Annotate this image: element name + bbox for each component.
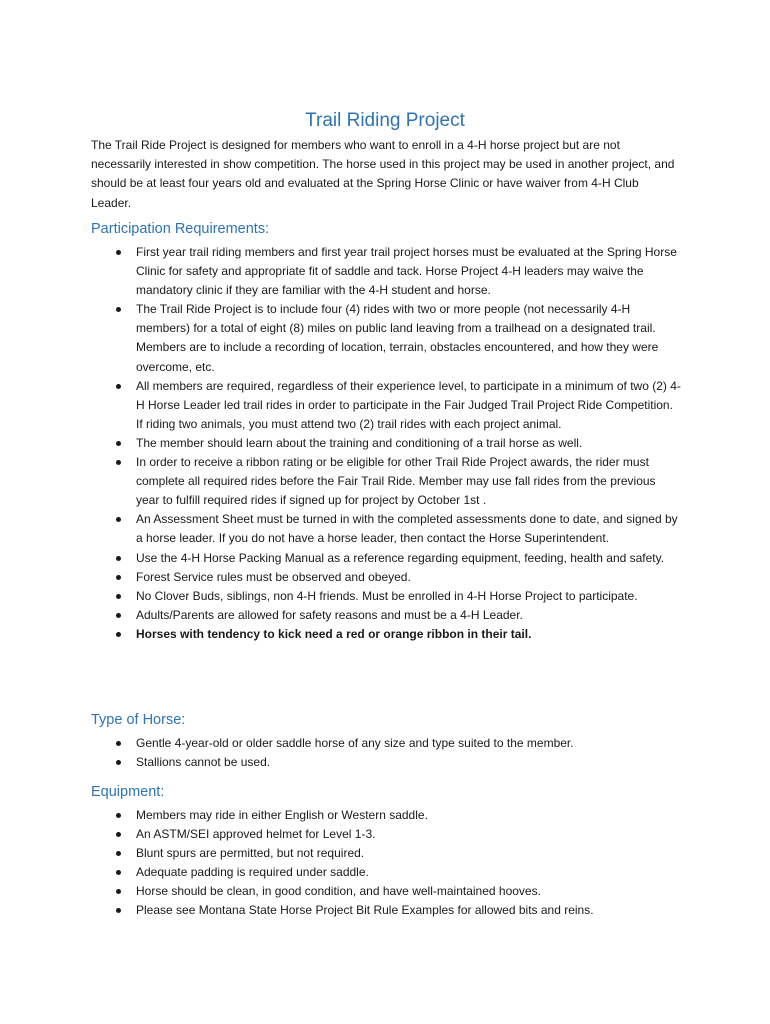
participation-heading: Participation Requirements:	[91, 221, 270, 237]
list-item: Members may ride in either English or Western saddle.	[136, 806, 681, 825]
list-item: Horse should be clean, in good condition, and have well-maintained hooves.	[136, 882, 681, 901]
list-item: Adults/Parents are allowed for safety reasons and must be a 4-H Leader.	[136, 606, 681, 625]
horse-type-heading: Type of Horse:	[91, 712, 186, 728]
list-item: Stallions cannot be used.	[136, 753, 681, 772]
horse-type-list	[136, 734, 681, 772]
list-item: All members are required, regardless of their experience level, to participate in a minimum of two (2) 4-H Horse Leader led trail rides in order to participate in the Fair Judged Trail Project Ride Competition. If riding two animals, you must attend two (2) trail rides with each project animal.	[136, 377, 681, 434]
list-item: Gentle 4-year-old or older saddle horse of any size and type suited to the member.	[136, 734, 681, 753]
page-title: Trail Riding Project	[305, 110, 465, 131]
intro-paragraph: The Trail Ride Project is designed for members who want to enroll in a 4-H horse project but are not necessarily interested in show competition. The horse used in this project may be used in another project, and should be at least four years old and evaluated at the Spring Horse Clinic or have waiver from 4-H Club Leader.	[91, 138, 675, 210]
list-item: The member should learn about the training and conditioning of a trail horse as well.	[136, 434, 681, 453]
list-item: Please see Montana State Horse Project Bit Rule Examples for allowed bits and reins.	[136, 901, 681, 920]
list-item: Forest Service rules must be observed and obeyed.	[136, 568, 681, 587]
participation-list	[136, 243, 681, 644]
list-item: Blunt spurs are permitted, but not required.	[136, 844, 681, 863]
equipment-heading: Equipment:	[91, 784, 165, 800]
list-item: An ASTM/SEI approved helmet for Level 1-3.	[136, 825, 681, 844]
list-item: Use the 4-H Horse Packing Manual as a reference regarding equipment, feeding, health and safety.	[136, 549, 681, 568]
list-item: First year trail riding members and first year trail project horses must be evaluated at the Spring Horse Clinic for safety and appropriate fit of saddle and tack. Horse Project 4-H leaders may waive the mandatory clinic if they are familiar with the 4-H student and horse.	[136, 243, 681, 300]
list-item: Adequate padding is required under saddle.	[136, 863, 681, 882]
list-item: No Clover Buds, siblings, non 4-H friends. Must be enrolled in 4-H Horse Project to participate.	[136, 587, 681, 606]
list-item-warning: Horses with tendency to kick need a red or orange ribbon in their tail.	[136, 625, 681, 644]
list-item: In order to receive a ribbon rating or be eligible for other Trail Ride Project awards, the rider must complete all required rides before the Fair Trail Ride. Member may use fall rides from the previous year to fulfill required rides if signed up for project by October 1st .	[136, 453, 681, 510]
equipment-list	[136, 806, 681, 921]
list-item: An Assessment Sheet must be turned in with the completed assessments done to date, and signed by a horse leader. If you do not have a horse leader, then contact the Horse Superintendent.	[136, 510, 681, 548]
list-item: The Trail Ride Project is to include four (4) rides with two or more people (not necessarily 4-H members) for a total of eight (8) miles on public land leaving from a trailhead on a designated trail. Members are to include a recording of location, terrain, obstacles encountered, and how they were overcome, etc.	[136, 300, 681, 376]
